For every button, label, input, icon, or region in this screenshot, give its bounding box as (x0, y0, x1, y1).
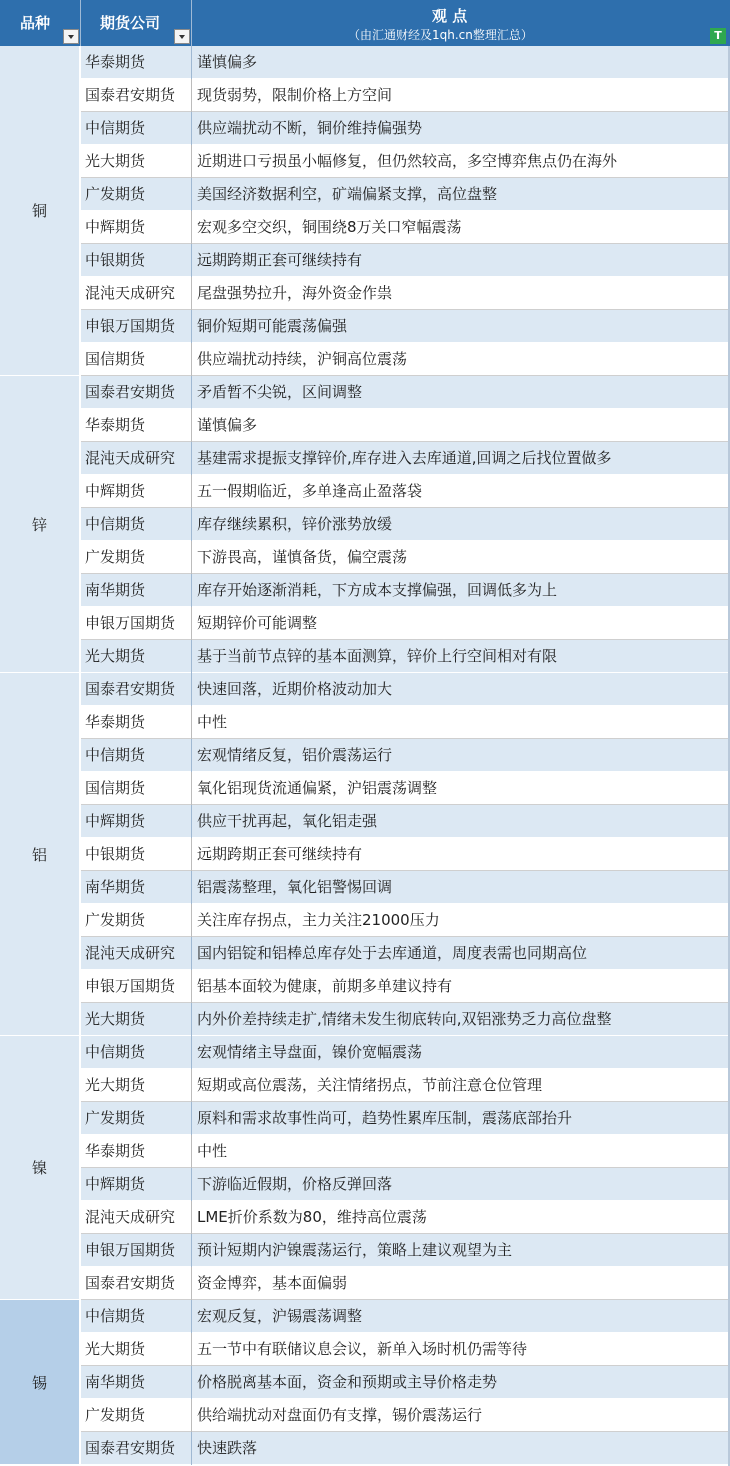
view-cell[interactable]: 谨慎偏多 (197, 53, 258, 71)
company-cell[interactable]: 广发期货 (85, 911, 146, 929)
company-cell[interactable]: 华泰期货 (85, 713, 146, 731)
view-cell[interactable]: 中性 (197, 713, 228, 731)
company-cell[interactable]: 申银万国期货 (85, 977, 176, 995)
company-cell[interactable]: 南华期货 (85, 581, 146, 599)
company-cell[interactable]: 混沌天成研究 (85, 944, 176, 962)
company-cell[interactable]: 华泰期货 (85, 416, 146, 434)
table-row (81, 1333, 730, 1366)
view-cell[interactable]: 铜价短期可能震荡偏强 (197, 317, 348, 335)
category-cell (0, 1036, 81, 1300)
header-view (192, 0, 730, 46)
view-cell[interactable]: 五一节中有联储议息会议，新单入场时机仍需等待 (197, 1340, 528, 1358)
table-row (81, 178, 730, 211)
company-cell[interactable]: 广发期货 (85, 1109, 146, 1127)
dropdown-arrow-icon[interactable] (174, 29, 190, 44)
table-row (81, 1003, 730, 1036)
company-cell[interactable]: 光大期货 (85, 647, 146, 665)
view-cell[interactable]: 国内铝锭和铝棒总库存处于去库通道，周度表需也同期高位 (197, 944, 588, 962)
company-cell[interactable]: 申银万国期货 (85, 317, 176, 335)
view-cell[interactable]: 谨慎偏多 (197, 416, 258, 434)
company-cell[interactable]: 中信期货 (85, 119, 146, 137)
table-row (81, 574, 730, 607)
header-view-subtitle: （由汇通财经及1qh.cn整理汇总） (348, 28, 533, 42)
table-row (81, 640, 730, 673)
company-cell[interactable]: 华泰期货 (85, 53, 146, 71)
company-cell[interactable]: 混沌天成研究 (85, 284, 176, 302)
company-cell[interactable]: 国泰君安期货 (85, 680, 176, 698)
table-row (81, 838, 730, 871)
view-cell[interactable]: 价格脱离基本面，资金和预期或主导价格走势 (197, 1373, 498, 1391)
table-row (81, 46, 730, 79)
table-row (81, 541, 730, 574)
view-cell[interactable]: 远期跨期正套可继续持有 (197, 251, 363, 269)
company-cell[interactable]: 南华期货 (85, 878, 146, 896)
table-row (81, 904, 730, 937)
view-cell[interactable]: 美国经济数据利空，矿端偏紧支撑，高位盘整 (197, 185, 498, 203)
table-row (81, 1036, 730, 1069)
view-cell[interactable]: 下游畏高，谨慎备货，偏空震荡 (197, 548, 408, 566)
company-cell[interactable]: 混沌天成研究 (85, 1208, 176, 1226)
company-cell[interactable]: 广发期货 (85, 185, 146, 203)
company-cell[interactable]: 国信期货 (85, 779, 146, 797)
company-cell[interactable]: 国泰君安期货 (85, 1439, 176, 1457)
table-row (81, 1366, 730, 1399)
table-row (81, 1102, 730, 1135)
table-row (81, 508, 730, 541)
view-cell[interactable]: 宏观反复，沪锡震荡调整 (197, 1307, 363, 1325)
filter-icon[interactable]: T (710, 28, 726, 44)
table-row (81, 277, 730, 310)
table-row (81, 739, 730, 772)
view-cell[interactable]: 库存开始逐渐消耗，下方成本支撑偏强，回调低多为上 (197, 581, 558, 599)
view-cell[interactable]: 库存继续累积，锌价涨势放缓 (197, 515, 393, 533)
table-row (81, 409, 730, 442)
view-cell[interactable]: 现货弱势，限制价格上方空间 (197, 86, 393, 104)
company-cell[interactable]: 南华期货 (85, 1373, 146, 1391)
table-row (81, 970, 730, 1003)
view-cell[interactable]: 短期锌价可能调整 (197, 614, 318, 632)
company-cell[interactable]: 中银期货 (85, 845, 146, 863)
company-cell[interactable]: 广发期货 (85, 548, 146, 566)
company-cell[interactable]: 中信期货 (85, 746, 146, 764)
category-label: 锡 (31, 1373, 47, 1392)
table-row (81, 1399, 730, 1432)
company-cell[interactable]: 中信期货 (85, 1043, 146, 1061)
header-company (81, 0, 192, 46)
view-cell[interactable]: 供应干扰再起，氧化铝走强 (197, 812, 378, 830)
table-row (81, 871, 730, 904)
view-cell[interactable]: 氧化铝现货流通偏紧，沪铝震荡调整 (197, 779, 438, 797)
table-row (81, 79, 730, 112)
table-row (81, 706, 730, 739)
company-cell[interactable]: 中信期货 (85, 1307, 146, 1325)
company-cell[interactable]: 光大期货 (85, 1076, 146, 1094)
table-row (81, 244, 730, 277)
header-view-label: 观 点 (432, 7, 468, 25)
table-row (81, 1201, 730, 1234)
table-row (81, 673, 730, 706)
view-cell[interactable]: 下游临近假期，价格反弹回落 (197, 1175, 393, 1193)
view-cell[interactable]: 快速回落，近期价格波动加大 (197, 680, 393, 698)
company-cell[interactable]: 广发期货 (85, 1406, 146, 1424)
company-cell[interactable]: 华泰期货 (85, 1142, 146, 1160)
table-row (81, 343, 730, 376)
view-cell[interactable]: 近期进口亏损虽小幅修复，但仍然较高，多空博弈焦点仍在海外 (197, 152, 618, 170)
view-cell[interactable]: 关注库存拐点，主力关注21000压力 (197, 911, 440, 929)
view-cell[interactable]: 铝基本面较为健康，前期多单建议持有 (197, 977, 453, 995)
category-cell (0, 1300, 81, 1465)
table-row (81, 805, 730, 838)
header-category (0, 0, 81, 46)
table-row (81, 937, 730, 970)
table-row (81, 1168, 730, 1201)
company-cell[interactable]: 混沌天成研究 (85, 449, 176, 467)
category-label: 铜 (31, 202, 47, 220)
company-cell[interactable]: 光大期货 (85, 152, 146, 170)
view-cell[interactable]: 原料和需求故事性尚可，趋势性累库压制，震荡底部抬升 (197, 1109, 573, 1127)
company-cell[interactable]: 光大期货 (85, 1340, 146, 1358)
table-row (81, 145, 730, 178)
view-cell[interactable]: 资金博弈，基本面偏弱 (197, 1274, 348, 1292)
view-cell[interactable]: 五一假期临近，多单逢高止盈落袋 (197, 482, 423, 500)
company-cell[interactable]: 中信期货 (85, 515, 146, 533)
view-cell[interactable]: 快速跌落 (197, 1439, 258, 1457)
company-cell[interactable]: 国泰君安期货 (85, 1274, 176, 1292)
view-cell[interactable]: 基于当前节点锌的基本面测算，锌价上行空间相对有限 (197, 647, 558, 665)
view-cell[interactable]: 中性 (197, 1142, 228, 1160)
table-row (81, 1267, 730, 1300)
company-cell[interactable]: 国信期货 (85, 350, 146, 368)
view-cell[interactable]: 宏观情绪主导盘面，镍价宽幅震荡 (197, 1043, 423, 1061)
view-cell[interactable]: 远期跨期正套可继续持有 (197, 845, 363, 863)
company-cell[interactable]: 申银万国期货 (85, 614, 176, 632)
company-cell[interactable]: 中辉期货 (85, 812, 146, 830)
company-cell[interactable]: 国泰君安期货 (85, 383, 176, 401)
table-row (81, 112, 730, 145)
table-row (81, 772, 730, 805)
view-cell[interactable]: 内外价差持续走扩,情绪未发生彻底转向,双铝涨势乏力高位盘整 (197, 1010, 612, 1028)
company-cell[interactable]: 中辉期货 (85, 218, 146, 236)
company-cell[interactable]: 光大期货 (85, 1010, 146, 1028)
category-cell (0, 376, 81, 673)
view-cell[interactable]: 矛盾暂不尖锐，区间调整 (197, 383, 363, 401)
view-cell[interactable]: 供应端扰动持续，沪铜高位震荡 (197, 350, 408, 368)
view-cell[interactable]: 供给端扰动对盘面仍有支撑，锡价震荡运行 (197, 1406, 483, 1424)
header-company-label: 期货公司 (100, 14, 161, 32)
view-cell[interactable]: 尾盘强势拉升，海外资金作祟 (197, 284, 393, 302)
category-label: 镍 (31, 1159, 47, 1177)
company-cell[interactable]: 中辉期货 (85, 1175, 146, 1193)
table-row (81, 475, 730, 508)
category-label: 铝 (31, 845, 47, 864)
table-row (81, 1432, 730, 1465)
dropdown-arrow-icon[interactable] (63, 29, 79, 44)
company-cell[interactable]: 中辉期货 (85, 482, 146, 500)
company-cell[interactable]: 申银万国期货 (85, 1241, 176, 1259)
category-cell (0, 673, 81, 1036)
table-row (81, 211, 730, 244)
company-cell[interactable]: 中银期货 (85, 251, 146, 269)
table-row (81, 607, 730, 640)
table-row (81, 1300, 730, 1333)
company-cell[interactable]: 国泰君安期货 (85, 86, 176, 104)
view-cell[interactable]: 短期或高位震荡，关注情绪拐点，节前注意仓位管理 (197, 1076, 543, 1094)
view-cell[interactable]: 供应端扰动不断，铜价维持偏强势 (197, 119, 423, 137)
category-cell (0, 46, 81, 376)
view-cell[interactable]: 宏观情绪反复，铝价震荡运行 (197, 746, 393, 764)
table-row (81, 310, 730, 343)
table-row (81, 1069, 730, 1102)
table-row (81, 442, 730, 475)
view-cell[interactable]: LME折价系数为80，维持高位震荡 (197, 1208, 427, 1226)
view-cell[interactable]: 宏观多空交织，铜围绕8万关口窄幅震荡 (197, 218, 462, 236)
header-category-label: 品种 (20, 14, 51, 32)
table-row (81, 1234, 730, 1267)
category-label: 锌 (31, 515, 47, 534)
table-row (81, 376, 730, 409)
view-cell[interactable]: 基建需求提振支撑锌价,库存进入去库通道,回调之后找位置做多 (197, 449, 612, 467)
view-cell[interactable]: 铝震荡整理，氧化铝警惕回调 (197, 878, 393, 896)
view-cell[interactable]: 预计短期内沪镍震荡运行，策略上建议观望为主 (197, 1241, 513, 1259)
table-row (81, 1135, 730, 1168)
